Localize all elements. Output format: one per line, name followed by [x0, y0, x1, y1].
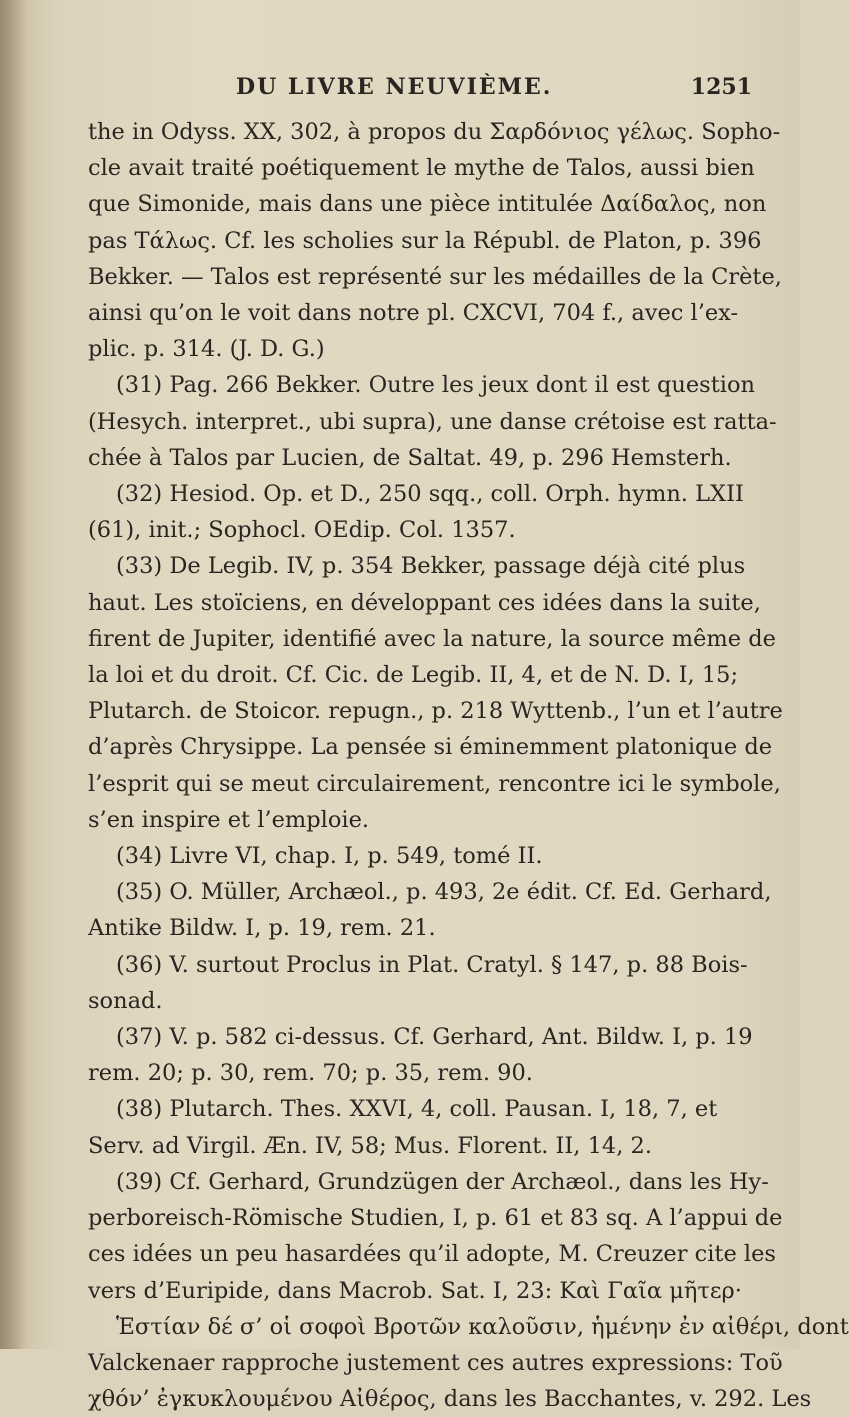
page-number: 1251 [690, 74, 752, 100]
text-line: Bekker. — Talos est représenté sur les médailles de la Crète, [88, 263, 782, 290]
footnote-36: (36) V. surtout Proclus in Plat. Cratyl. § 147, p. 88 Bois- [116, 951, 748, 978]
binding-shadow [0, 0, 28, 1349]
text-line: ainsi qu’on le voit dans notre pl. CXCVI, 704 f., avec l’ex- [88, 300, 739, 327]
text-line: pas Τάλως. Cf. les scholies sur la Républ. de Platon, p. 396 [88, 227, 762, 254]
text-line: Antike Bildw. I, p. 19, rem. 21. [88, 915, 436, 942]
page-body-text [88, 114, 849, 1417]
text-line: chée à Talos par Lucien, de Saltat. 49, p. 296 Hemsterh. [88, 444, 732, 471]
text-line: Valckenaer rapproche justement ces autres expressions: Τοῦ [88, 1349, 783, 1376]
text-line: s’en inspire et l’emploie. [88, 806, 370, 833]
text-line: the in Odyss. XX, 302, à propos du Σαρδόνιος γέλως. Sopho- [88, 119, 781, 145]
page-header [90, 74, 752, 108]
text-line: χθόν’ ἐγκυκλουμένου Αἰθέρος, dans les Bacchantes, v. 292. Les [88, 1386, 812, 1413]
footnote-39: (39) Cf. Gerhard, Grundzügen der Archæol., dans les Hy- [116, 1168, 769, 1195]
text-line: firent de Jupiter, identifié avec la nature, la source même de [88, 625, 776, 652]
text-line: perboreisch-Römische Studien, I, p. 61 et 83 sq. A l’appui de [88, 1205, 783, 1232]
footnote-31: (31) Pag. 266 Bekker. Outre les jeux dont il est question [116, 372, 756, 399]
text-line: (Hesych. interpret., ubi supra), une danse crétoise est ratta- [88, 408, 777, 435]
text-line: Ἑστίαν δέ σ’ οἱ σοφοὶ Βροτῶν καλοῦσιν, ἡμένην ἐν αἰθέρι, dont [116, 1313, 849, 1340]
footnote-33: (33) De Legib. IV, p. 354 Bekker, passage déjà cité plus [116, 553, 746, 580]
text-line: cle avait traité poétiquement le mythe de Talos, aussi bien [88, 155, 755, 182]
text-line: plic. p. 314. (J. D. G.) [88, 336, 325, 363]
text-line: ces idées un peu hasardées qu’il adopte, M. Creuzer cite les [88, 1241, 776, 1268]
text-line: l’esprit qui se meut circulairement, rencontre ici le symbole, [88, 770, 781, 797]
text-line: que Simonide, mais dans une pièce intitulée Δαίδαλος, non [88, 191, 767, 218]
footnote-38: (38) Plutarch. Thes. XXVI, 4, coll. Pausan. I, 18, 7, et [116, 1096, 718, 1123]
text-line: (61), init.; Sophocl. OEdip. Col. 1357. [88, 517, 516, 544]
footnote-34: (34) Livre VI, chap. I, p. 549, tomé II. [116, 843, 543, 870]
text-line: d’après Chrysippe. La pensée si éminemment platonique de [88, 734, 773, 761]
footnote-35: (35) O. Müller, Archæol., p. 493, 2e édit. Cf. Ed. Gerhard, [116, 879, 772, 906]
text-line: rem. 20; p. 30, rem. 70; p. 35, rem. 90. [88, 1060, 533, 1087]
text-line: vers d’Euripide, dans Macrob. Sat. I, 23: Καὶ Γαῖα μῆτερ· [88, 1277, 742, 1304]
text-line: Plutarch. de Stoicor. repugn., p. 218 Wyttenb., l’un et l’autre [88, 698, 783, 725]
footnote-37: (37) V. p. 582 ci-dessus. Cf. Gerhard, Ant. Bildw. I, p. 19 [116, 1024, 753, 1051]
text-line: Serv. ad Virgil. Æn. IV, 58; Mus. Florent. II, 14, 2. [88, 1132, 653, 1159]
text-line: haut. Les stoïciens, en développant ces idées dans la suite, [88, 589, 761, 616]
footnote-32: (32) Hesiod. Op. et D., 250 sqq., coll. Orph. hymn. LXII [116, 481, 744, 508]
text-line: la loi et du droit. Cf. Cic. de Legib. II, 4, et de N. D. I, 15; [88, 662, 739, 689]
running-head: DU LIVRE NEUVIÈME. [236, 74, 553, 100]
text-line: sonad. [88, 987, 163, 1014]
